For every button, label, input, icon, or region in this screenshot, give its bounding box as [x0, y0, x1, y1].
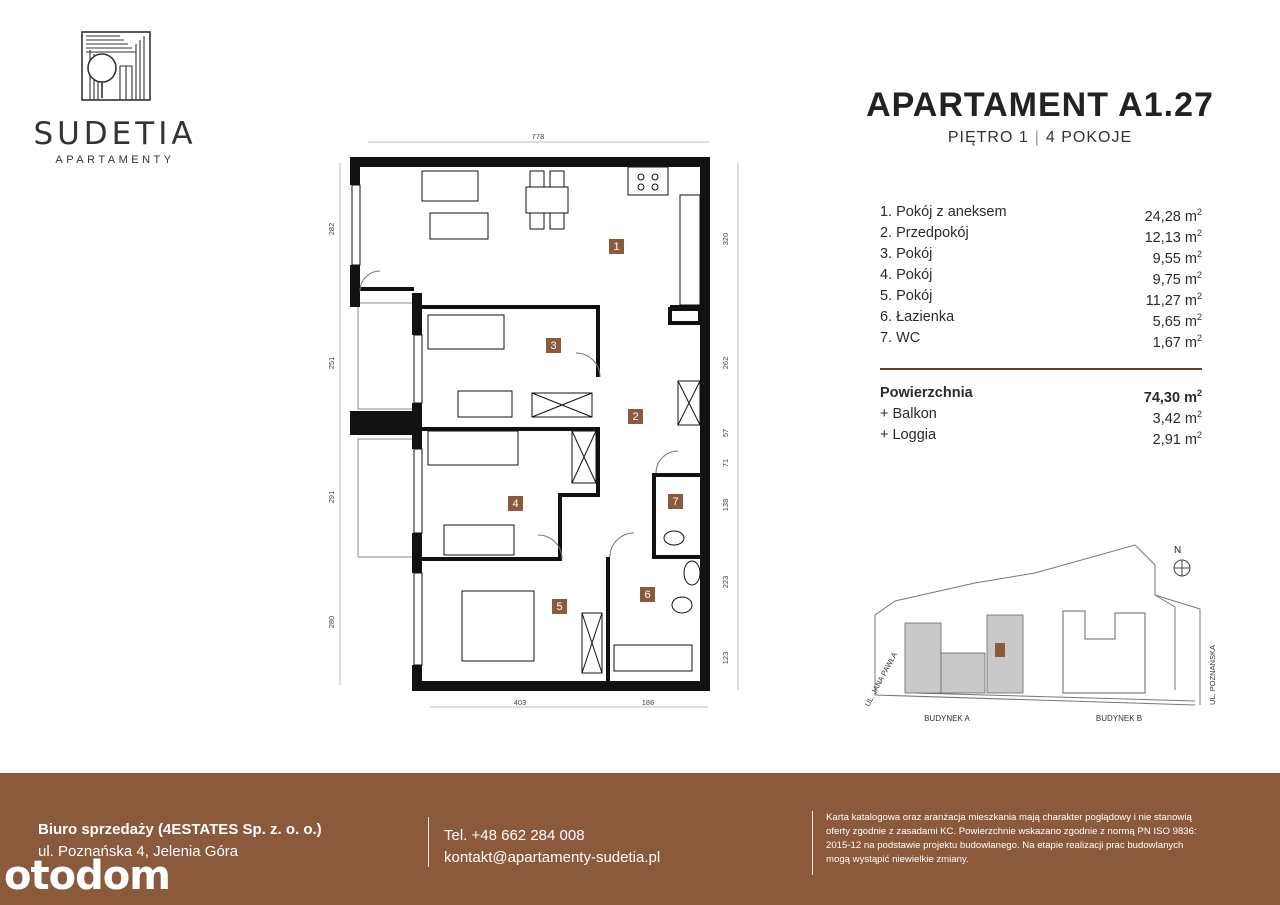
room-label: 3. Pokój — [880, 246, 933, 262]
dim-right-4: 71 — [721, 458, 730, 468]
dim-right-3: 57 — [721, 428, 730, 438]
room-row — [880, 223, 1202, 244]
phone-link[interactable]: Tel. +48 662 284 008 — [444, 827, 585, 844]
dim-bottom-1: 403 — [513, 698, 527, 707]
room-number-3: 3 — [550, 340, 557, 352]
room-row — [880, 202, 1202, 223]
street-right-label: UL. POZNAŃSKA — [1208, 644, 1217, 705]
dim-right-1: 320 — [721, 232, 730, 246]
room-label: 6. Łazienka — [880, 309, 955, 325]
floor-plan — [300, 125, 740, 725]
dim-left-2: 251 — [327, 356, 336, 370]
room-area: 5,65 $m^2$ — [1152, 312, 1202, 330]
building-a-label: BUDYNEK A — [924, 714, 970, 723]
area-totals — [880, 383, 1202, 446]
dim-bottom-2: 186 — [641, 698, 655, 707]
room-row — [880, 307, 1202, 328]
brand-subtitle: APARTAMENTY — [55, 154, 175, 166]
room-label: 2. Przedpokój — [880, 225, 969, 241]
dim-right-6: 223 — [721, 575, 730, 589]
room-row — [880, 244, 1202, 265]
room-area: 12,13 $m^2$ — [1144, 228, 1202, 246]
footer-divider — [812, 811, 813, 875]
balcony-row — [880, 404, 1202, 425]
sales-office-address: ul. Poznańska 4, Jelenia Góra — [38, 843, 239, 860]
room-row — [880, 328, 1202, 349]
building-b-plan — [1063, 611, 1145, 693]
room-area: 9,75 $m^2$ — [1152, 270, 1202, 288]
otodom-watermark: otodom — [4, 853, 170, 899]
room-list — [880, 202, 1202, 349]
room-number-2: 2 — [632, 411, 639, 423]
sales-office-name: Biuro sprzedaży (4ESTATES Sp. z. o. o.) — [38, 821, 322, 838]
footer-divider — [428, 817, 429, 867]
dim-top: 778 — [531, 132, 545, 141]
building-b-label: BUDYNEK B — [1095, 714, 1143, 723]
room-number-7: 7 — [672, 496, 679, 508]
room-label: 4. Pokój — [880, 267, 933, 283]
site-map — [855, 535, 1215, 730]
dim-left-1: 282 — [327, 222, 336, 236]
room-number-1: 1 — [613, 241, 620, 253]
loggia-row — [880, 425, 1202, 446]
room-number-6: 6 — [644, 589, 651, 601]
room-row — [880, 286, 1202, 307]
total-row — [880, 383, 1202, 404]
balcony-area: 3,42 $m^2$ — [1152, 409, 1202, 427]
disclaimer-text: Karta katalogowa oraz aranżacja mieszkania mają charakter poglądowy i nie stanowią oferty zgodnie z zasadami KC. Powierzchnie wskazano zgodnie z normą PN ISO 9836: 2015-12 na podstawie projektu budowlanego. Na etapie realizacji prac budowlanych mogą wystąpić niewielkie zmiany. — [826, 812, 1197, 865]
dim-right-5: 138 — [721, 498, 730, 512]
room-number-5: 5 — [556, 601, 563, 613]
brand-name: SUDETIA — [33, 116, 197, 152]
north-label: N — [1174, 545, 1182, 556]
section-divider — [880, 368, 1202, 370]
brand-emblem-icon — [80, 30, 152, 102]
room-row — [880, 265, 1202, 286]
dim-right-7: 123 — [721, 651, 730, 665]
apartment-subtitle: PIĘTRO 1 | 4 POKOJE — [947, 129, 1133, 146]
loggia-area: 2,91 $m^2$ — [1152, 430, 1202, 448]
room-area: 1,67 $m^2$ — [1152, 333, 1202, 351]
footer — [0, 773, 1280, 905]
apartment-location-marker — [995, 643, 1005, 657]
balcony-label: + Balkon — [880, 406, 937, 422]
room-area: 24,28 $m^2$ — [1144, 207, 1202, 225]
walls — [350, 157, 710, 691]
apartment-title: APARTAMENT A1.27 — [866, 86, 1214, 124]
room-label: 7. WC — [880, 330, 921, 346]
brand-logo — [30, 30, 200, 170]
building-a-plan — [905, 615, 1023, 693]
room-number-4: 4 — [512, 498, 519, 510]
room-label: 1. Pokój z aneksem — [880, 204, 1007, 220]
loggia-label: + Loggia — [880, 427, 937, 443]
floor-label: PIĘTRO 1 — [947, 129, 1029, 146]
rooms-count-label: 4 POKOJE — [1045, 129, 1133, 146]
room-area: 11,27 $m^2$ — [1145, 291, 1202, 309]
street-left-label: UL. JANA PAWŁA — [862, 650, 899, 708]
dim-right-2: 262 — [721, 356, 730, 370]
dim-left-3: 291 — [327, 490, 336, 504]
room-label: 5. Pokój — [880, 288, 933, 304]
total-area: 74,30 $m^2$ — [1143, 388, 1202, 406]
dim-left-4: 280 — [327, 615, 336, 629]
room-area: 9,55 $m^2$ — [1152, 249, 1202, 267]
total-label: Powierzchnia — [880, 385, 973, 401]
email-link[interactable]: kontakt@apartamenty-sudetia.pl — [444, 849, 661, 866]
